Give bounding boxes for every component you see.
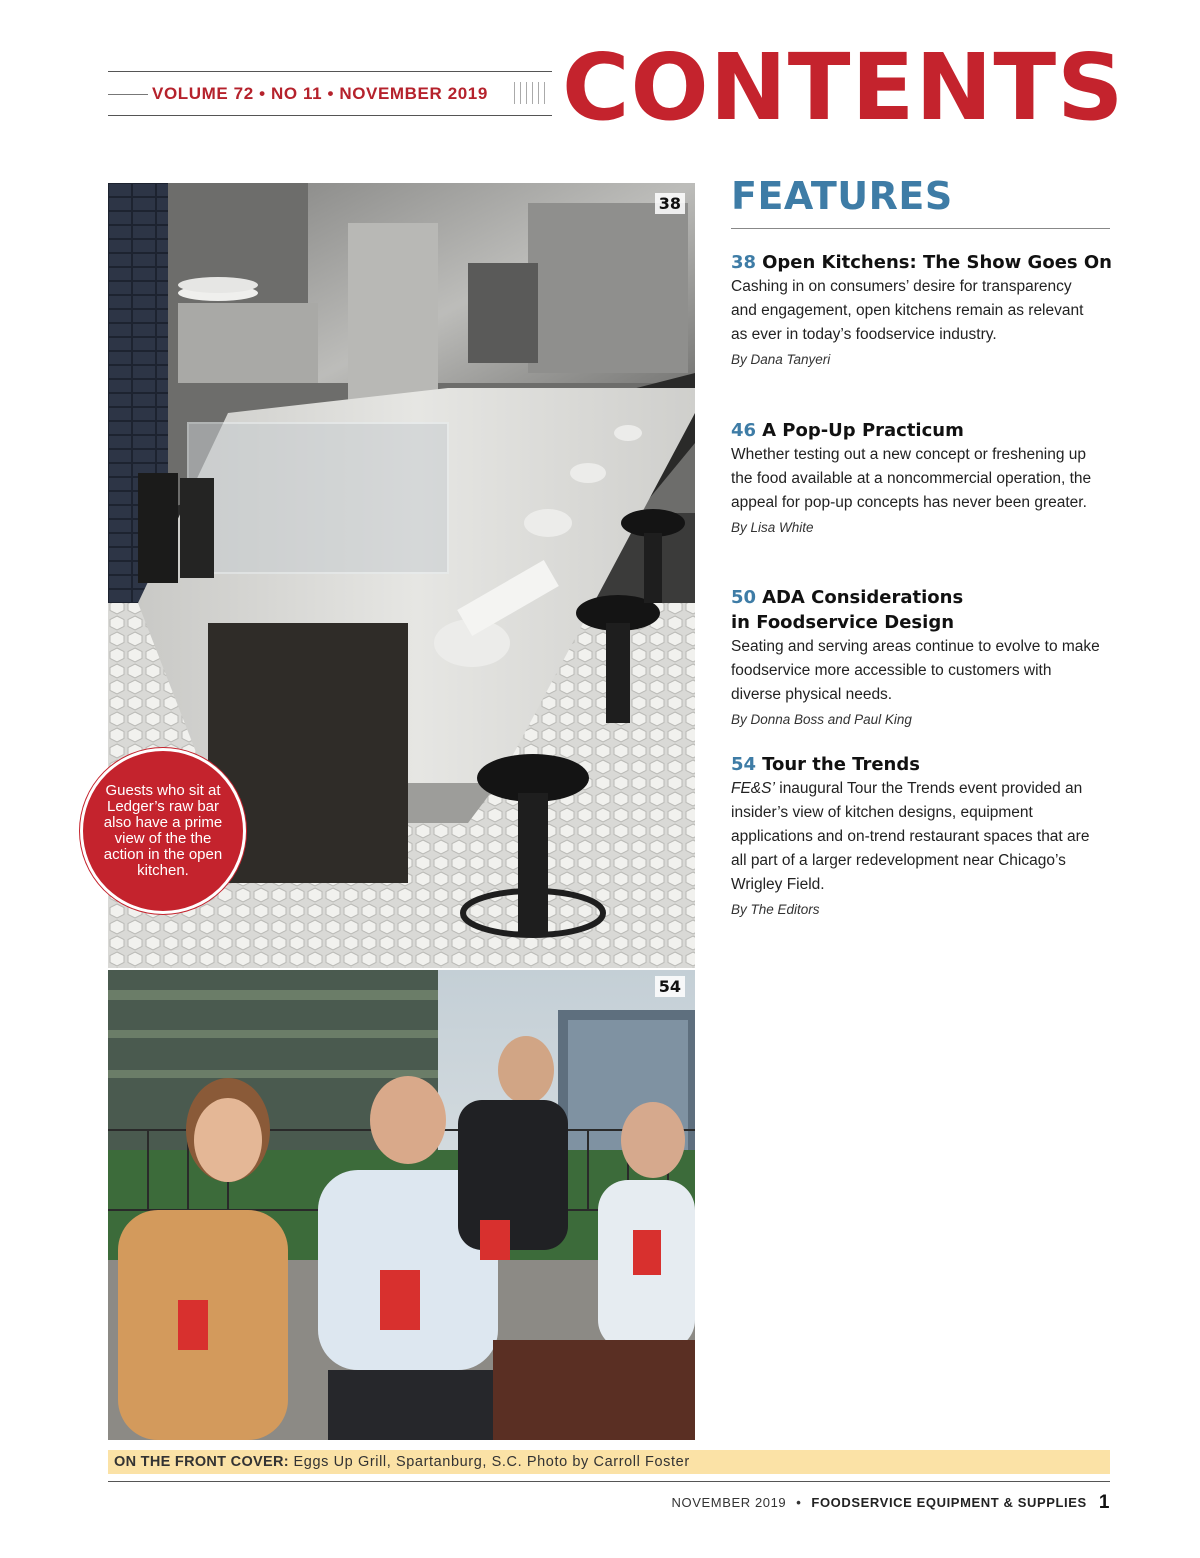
features-heading: FEATURES (731, 174, 953, 218)
footer-rule (108, 1481, 1110, 1482)
volume-line: VOLUME 72 • NO 11 • NOVEMBER 2019 (152, 84, 488, 103)
article-title[interactable]: 46 A Pop-Up Practicum (731, 420, 964, 441)
article-page-number: 54 (731, 754, 757, 775)
article-byline: By Dana Tanyeri (731, 352, 831, 367)
footer-date: NOVEMBER 2019 (671, 1495, 787, 1510)
cover-text: Eggs Up Grill, Spartanburg, S.C. Photo by Carroll Foster (288, 1454, 690, 1470)
article-tour-the-trends (731, 752, 1121, 921)
footer-publication: FOODSERVICE EQUIPMENT & SUPPLIES (811, 1495, 1087, 1510)
front-cover-credit (108, 1450, 1110, 1474)
article-title[interactable]: 54 Tour the Trends (731, 754, 920, 775)
article-page-number: 38 (731, 252, 757, 273)
tour-the-trends-photo (108, 970, 695, 1440)
page-title: CONTENTS (562, 34, 1125, 141)
header-rule-top (108, 71, 552, 72)
article-byline: By Donna Boss and Paul King (731, 712, 912, 727)
article-byline: By Lisa White (731, 520, 814, 535)
photo-page-number: 38 (655, 193, 685, 214)
cover-label: ON THE FRONT COVER: (114, 1454, 289, 1470)
callout-text: Guests who sit at Ledger’s raw bar also have a prime view of the the action in the open kitchen. (103, 782, 223, 879)
article-summary: Cashing in on consumers’ desire for transparency and engagement, open kitchens remain as relevant as ever in today’s foodservice industry. (731, 278, 1084, 343)
article-summary: Whether testing out a new concept or freshening up the food available at a noncommercial operation, the appeal for pop-up concepts has never been greater. (731, 446, 1092, 511)
article-page-number: 46 (731, 420, 757, 441)
article-title[interactable]: 38 Open Kitchens: The Show Goes On (731, 252, 1112, 273)
article-open-kitchens (731, 250, 1121, 371)
article-pop-up-practicum (731, 418, 1121, 539)
page-footer (672, 1492, 1110, 1514)
photo-caption-callout (80, 748, 246, 914)
footer-separator: • (796, 1495, 802, 1510)
publication-abbrev: FE&S’ (731, 780, 775, 797)
article-ada-considerations (731, 585, 1121, 731)
volume-leader-line (108, 94, 148, 95)
article-summary: Seating and serving areas continue to evolve to make foodservice more accessible to customers with diverse physical needs. (731, 638, 1100, 703)
article-summary: FE&S’ inaugural Tour the Trends event provided an insider’s view of kitchen designs, equipment applications and on-trend restaurant spaces that are all part of a larger redevelopment near Chicago’s Wrigley Field. (731, 780, 1090, 893)
photo-page-number: 54 (655, 976, 685, 997)
features-rule (731, 228, 1110, 229)
article-title[interactable]: 50 ADA Considerations in Foodservice Design (731, 587, 964, 633)
header-rule-bottom (108, 115, 552, 116)
decorative-ticks (514, 82, 550, 104)
article-byline: By The Editors (731, 902, 820, 917)
article-page-number: 50 (731, 587, 757, 608)
page-number: 1 (1098, 1492, 1110, 1513)
